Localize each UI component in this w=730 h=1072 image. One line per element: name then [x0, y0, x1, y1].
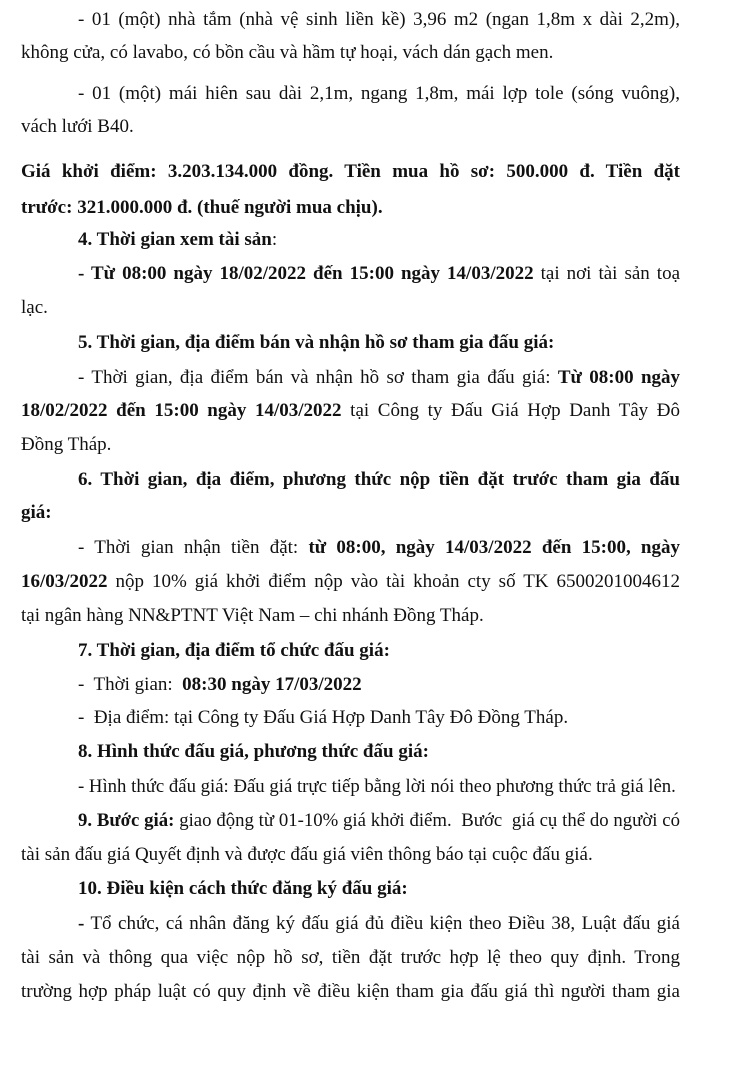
section-6-heading-line-1: 6. Thời gian, địa điểm, phương thức nộp tiền đặt trước tham gia đấu: [78, 469, 680, 490]
auction-time-label: - Thời gian:: [78, 674, 183, 695]
section-10-line-2: tài sản và thông qua việc nộp hồ sơ, tiền đặt trước hợp lệ theo quy định. Trong: [21, 947, 680, 968]
bid-step-text: giao động từ 01-10% giá khởi điểm. Bước giá cụ thể do người có: [174, 810, 680, 831]
deposit-time-range: từ 08:00, ngày 14/03/2022 đến 15:00, ngày: [308, 537, 680, 558]
viewing-time-range: - Từ 08:00 ngày 18/02/2022 đến 15:00 ngày 14/03/2022: [78, 263, 534, 284]
section-9-line-1: [78, 808, 680, 834]
auction-time-value: 08:30 ngày 17/03/2022: [182, 674, 362, 695]
section-6-heading-line-2: giá:: [21, 502, 52, 523]
section-5-heading: 5. Thời gian, địa điểm bán và nhận hồ sơ tham gia đấu giá:: [78, 332, 555, 353]
section-6-line-1: [78, 535, 680, 561]
bathroom-item-line-2: không cửa, có lavabo, có bồn cầu và hầm tự hoại, vách dán gạch men.: [21, 42, 554, 63]
section-5-time-range: 18/02/2022 đến 15:00 ngày 14/03/2022: [21, 400, 342, 421]
starting-price-line-2: trước: 321.000.000 đ. (thuế người mua chịu).: [21, 197, 383, 218]
deposit-account-info: nộp 10% giá khởi điểm nộp vào tài khoản cty số TK 6500201004612: [107, 571, 680, 592]
section-6-line-3: tại ngân hàng NN&PTNT Việt Nam – chi nhánh Đồng Tháp.: [21, 605, 484, 626]
section-10-line-1: [78, 911, 680, 937]
starting-price-line-1: Giá khởi điểm: 3.203.134.000 đồng. Tiền mua hồ sơ: 500.000 đ. Tiền đặt: [21, 161, 680, 182]
section-4-heading: [78, 227, 680, 253]
section-6-line-2: [21, 569, 680, 595]
section-9-heading: 9. Bước giá:: [78, 810, 175, 831]
section-4-line-2: lạc.: [21, 297, 48, 318]
porch-item-line-2: vách lưới B40.: [21, 116, 134, 137]
section-8-line-1: - Hình thức đấu giá: Đấu giá trực tiếp bằng lời nói theo phương thức trả giá lên.: [78, 776, 676, 797]
viewing-location: tại nơi tài sản toạ: [533, 263, 680, 284]
section-5-line-2: [21, 398, 680, 424]
section-9-line-2: tài sản đấu giá Quyết định và được đấu giá viên thông báo tại cuộc đấu giá.: [21, 844, 593, 865]
section-4-heading-colon: :: [271, 229, 278, 250]
porch-item-line-1: - 01 (một) mái hiên sau dài 2,1m, ngang 1,8m, mái lợp tole (sóng vuông),: [78, 83, 680, 104]
deposit-label: - Thời gian nhận tiền đặt:: [78, 537, 309, 558]
section-5-label: - Thời gian, địa điểm bán và nhận hồ sơ tham gia đấu giá:: [78, 367, 558, 388]
section-5-time-start: Từ 08:00 ngày: [557, 367, 681, 388]
bathroom-item-line-1: - 01 (một) nhà tắm (nhà vệ sinh liền kề) 3,96 m2 (ngan 1,8m x dài 2,2m),: [78, 9, 680, 30]
section-5-line-3: Đồng Tháp.: [21, 434, 112, 455]
section-10-heading: 10. Điều kiện cách thức đăng ký đấu giá:: [78, 878, 408, 899]
section-8-heading: 8. Hình thức đấu giá, phương thức đấu giá:: [78, 741, 429, 762]
section-5-line-1: [78, 365, 680, 391]
section-4-heading-text: 4. Thời gian xem tài sản: [78, 229, 272, 250]
section-4-line-1: [78, 261, 680, 287]
section-7-line-2: - Địa điểm: tại Công ty Đấu Giá Hợp Danh Tây Đô Đồng Tháp.: [78, 707, 569, 728]
section-10-dash: -: [78, 913, 85, 934]
section-10-line-3: trường hợp pháp luật có quy định về điều kiện tham gia đấu giá thì người tham gia: [21, 981, 680, 1002]
section-5-location: tại Công ty Đấu Giá Hợp Danh Tây Đô: [341, 400, 681, 421]
section-7-line-1: [78, 672, 680, 698]
section-10-text-1: Tổ chức, cá nhân đăng ký đấu giá đủ điều kiện theo Điều 38, Luật đấu giá: [84, 913, 680, 934]
deposit-end-date: 16/03/2022: [21, 571, 108, 592]
section-7-heading: 7. Thời gian, địa điểm tổ chức đấu giá:: [78, 640, 390, 661]
